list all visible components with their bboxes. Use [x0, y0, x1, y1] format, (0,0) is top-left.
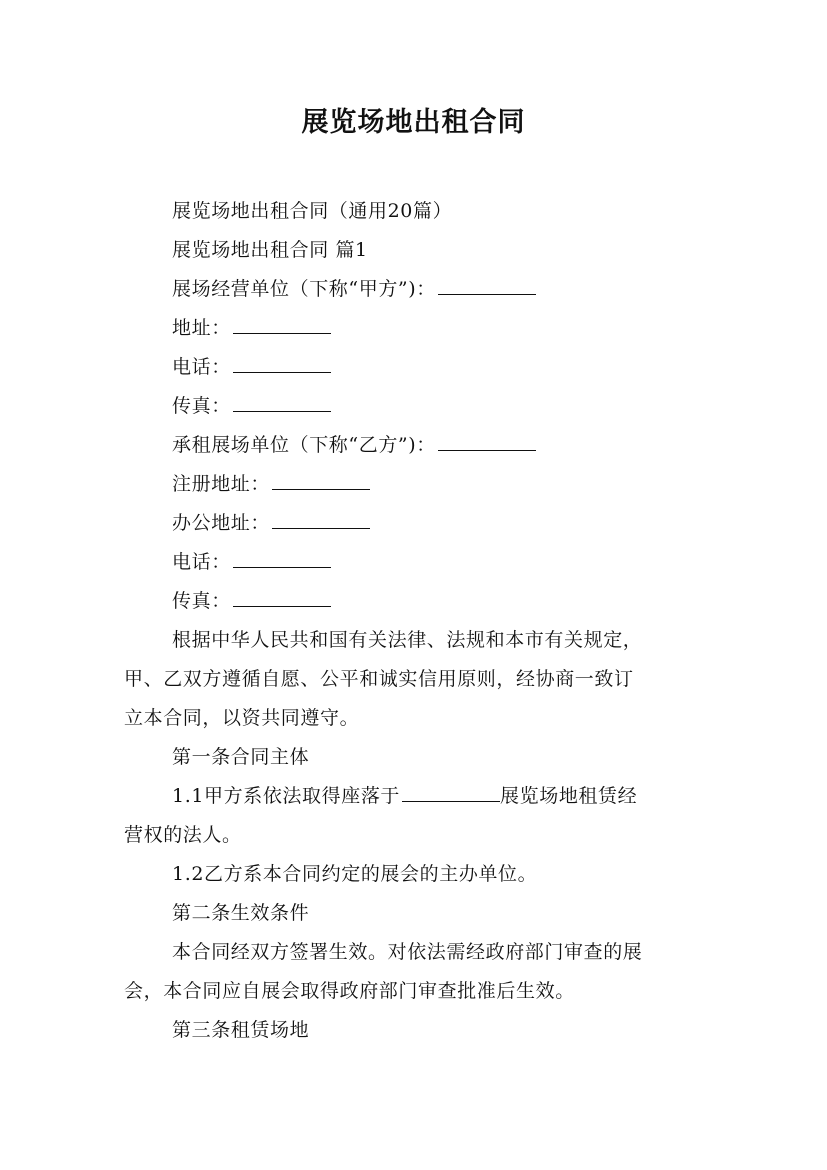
- party-a-line: [124, 270, 714, 309]
- article-2-heading: 第二条生效条件: [172, 902, 310, 924]
- clause-1-1-line-2: 营权的法人。: [124, 824, 242, 846]
- party-a-phone-line: [124, 348, 714, 387]
- party-a-phone-blank: [233, 350, 331, 373]
- party-b-registered-address-blank: [272, 467, 370, 490]
- party-b-registered-address-line: [124, 465, 714, 504]
- party-b-fax-label: 传真：: [172, 590, 231, 612]
- article-1-heading: 第一条合同主体: [172, 746, 310, 768]
- party-a-fax-label: 传真：: [172, 395, 231, 417]
- document-body: [124, 192, 714, 1050]
- clause-1-1-text-pre: 1.1甲方系依法取得座落于: [172, 785, 401, 807]
- party-b-phone-label: 电话：: [172, 551, 231, 573]
- clause-1-1-line-1: [124, 777, 714, 816]
- article-2-text-line-1: 本合同经双方签署生效。对依法需经政府部门审查的展: [172, 941, 643, 963]
- party-b-fax-blank: [233, 584, 331, 607]
- party-a-address-line: [124, 309, 714, 348]
- party-a-address-label: 地址：: [172, 317, 231, 339]
- clause-1-1-text-post: 展览场地租赁经: [500, 785, 638, 807]
- party-a-fax-line: [124, 387, 714, 426]
- document-title: 展览场地出租合同: [301, 107, 526, 138]
- section-heading-line: 展览场地出租合同 篇1: [172, 239, 368, 261]
- party-a-address-blank: [233, 311, 331, 334]
- preamble-line-2: 甲、乙双方遵循自愿、公平和诚实信用原则，经协商一致订: [124, 668, 634, 690]
- party-b-office-address-blank: [272, 506, 370, 529]
- preamble-line-1: 根据中华人民共和国有关法律、法规和本市有关规定，: [172, 629, 643, 651]
- party-b-blank: [438, 428, 536, 451]
- clause-1-2: 1.2乙方系本合同约定的展会的主办单位。: [172, 863, 538, 885]
- party-a-fax-blank: [233, 389, 331, 412]
- party-b-office-address-line: [124, 504, 714, 543]
- party-b-office-address-label: 办公地址：: [172, 512, 271, 534]
- party-b-label: 承租展场单位（下称“乙方”)：: [172, 434, 436, 456]
- party-b-line: [124, 426, 714, 465]
- article-2-text-line-2: 会，本合同应自展会取得政府部门审查批准后生效。: [124, 980, 575, 1002]
- party-b-registered-address-label: 注册地址：: [172, 473, 271, 495]
- party-a-phone-label: 电话：: [172, 356, 231, 378]
- party-b-phone-line: [124, 543, 714, 582]
- party-b-phone-blank: [233, 545, 331, 568]
- party-a-label: 展场经营单位（下称“甲方”)：: [172, 278, 436, 300]
- subtitle-line: 展览场地出租合同（通用20篇）: [172, 200, 453, 222]
- party-b-fax-line: [124, 582, 714, 621]
- clause-1-1-blank: [402, 779, 500, 802]
- article-3-heading: 第三条租赁场地: [172, 1019, 310, 1041]
- preamble-line-3: 立本合同，以资共同遵守。: [124, 707, 360, 729]
- party-a-blank: [438, 272, 536, 295]
